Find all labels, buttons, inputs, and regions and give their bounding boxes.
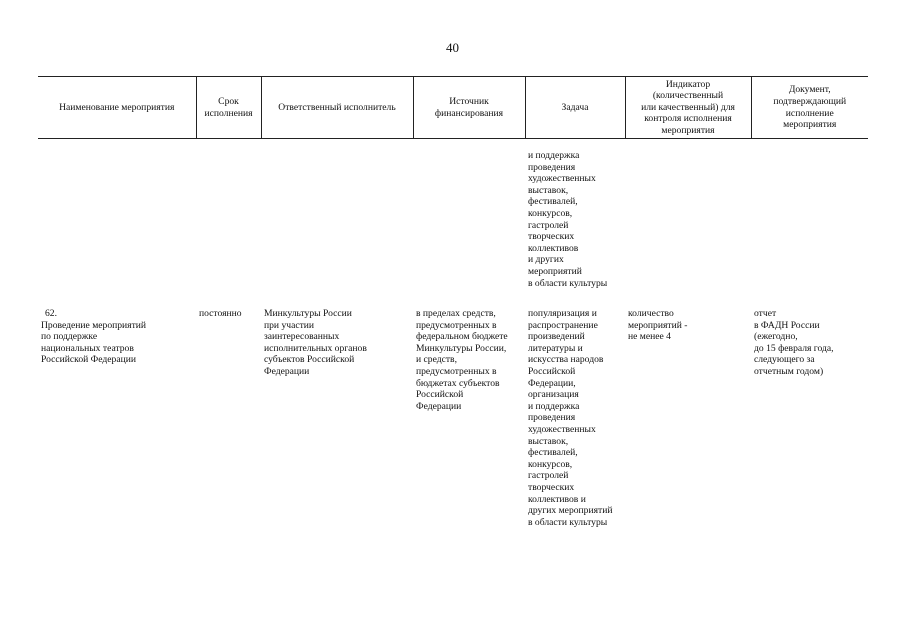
funding-cell: в пределах средств, предусмотренных в федеральном бюджете Минкультуры России, и средств, предусмотренных в бюджетах субъектов Российской Федерации	[416, 308, 508, 412]
cont-funding-cell	[413, 139, 525, 306]
header-indicator: Индикатор (количественный или качественный) для контроля исполнения мероприятия	[625, 77, 751, 139]
header-funding: Источник финансирования	[413, 77, 525, 139]
measures-table	[38, 76, 868, 528]
table-row	[38, 305, 868, 528]
cont-name-cell	[38, 139, 196, 306]
indicator-cell: количество мероприятий - не менее 4	[628, 308, 688, 343]
cont-document-cell	[751, 139, 868, 306]
name-cell	[38, 305, 196, 528]
cont-executor-cell	[261, 139, 413, 306]
executor-cell: Минкультуры России при участии заинтересованных исполнительных органов субъектов Российской Федерации	[264, 308, 367, 377]
page-number: 40	[446, 40, 459, 55]
document-cell: отчет в ФАДН России (ежегодно, до 15 февраля года, следующего за отчетным годом)	[754, 308, 834, 377]
table-header-row	[38, 77, 868, 139]
cont-task-cell: и поддержка проведения художественных выставок, фестивалей, конкурсов, гастролей творческих коллективов и других мероприятий в области культуры	[528, 150, 608, 289]
cont-indicator-cell	[625, 139, 751, 306]
task-cell: популяризация и распространение произведений литературы и искусства народов Российской Федерации, организация и поддержка проведения художественных выставок, фестивалей, конкурсов, гастролей творческих коллективов и других мероприятий в области культуры	[528, 308, 613, 528]
table-row-continuation	[38, 139, 868, 306]
item-number: 62.	[45, 308, 57, 319]
header-task: Задача	[525, 77, 625, 139]
header-document: Документ, подтверждающий исполнение мероприятия	[751, 77, 868, 139]
item-name: Проведение мероприятий по поддержке национальных театров Российской Федерации	[41, 319, 147, 366]
header-executor: Ответственный исполнитель	[261, 77, 413, 139]
cont-term-cell	[196, 139, 261, 306]
term-cell: постоянно	[199, 308, 242, 319]
header-term: Срок исполнения	[196, 77, 261, 139]
header-name: Наименование мероприятия	[38, 77, 196, 139]
